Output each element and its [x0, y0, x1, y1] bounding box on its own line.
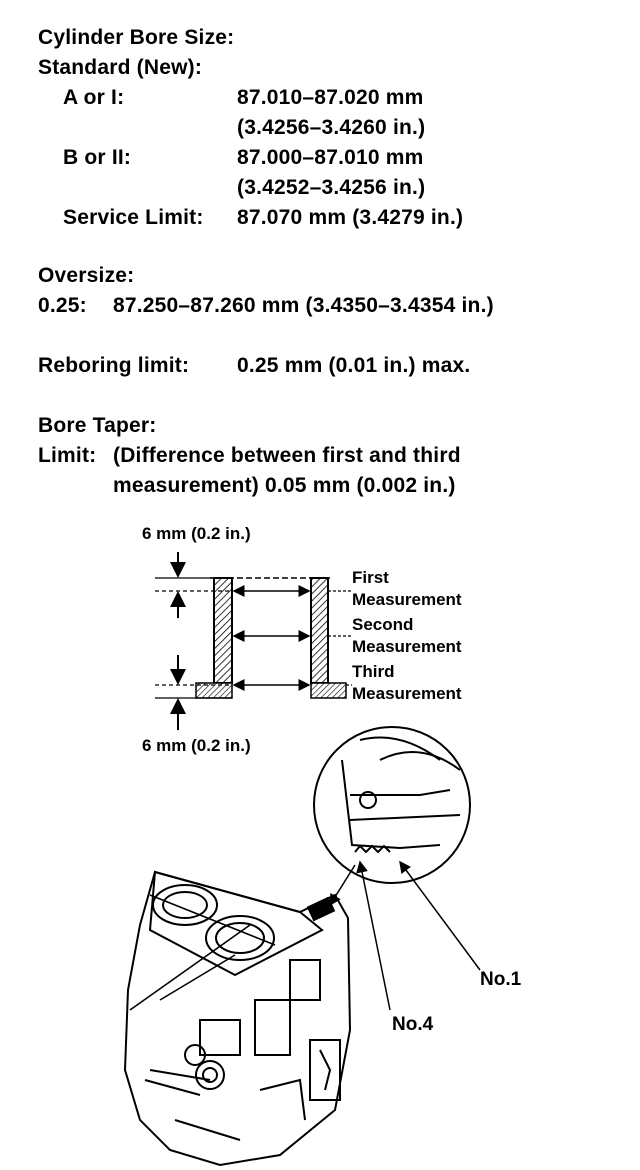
second-measurement-label-line1: Second [352, 615, 414, 634]
grade-a-value: 87.010–87.020 mm [237, 86, 424, 109]
magnified-detail-circle [314, 727, 480, 1010]
engine-block-illustration [125, 872, 350, 1165]
reboring-limit-value: 0.25 mm (0.01 in.) max. [237, 354, 471, 377]
bore-taper-text-line2: measurement) 0.05 mm (0.002 in.) [113, 474, 456, 497]
top-offset-dimension: 6 mm (0.2 in.) [142, 524, 251, 543]
third-measurement-label-line2: Measurement [352, 684, 462, 703]
grade-a-label: A or I: [63, 86, 125, 109]
callout-no1: No.1 [480, 969, 522, 990]
standard-label: Standard (New): [38, 56, 203, 79]
grade-a-value-in: (3.4256–3.4260 in.) [237, 116, 426, 139]
oversize-size: 0.25: [38, 294, 87, 317]
reboring-limit-label: Reboring limit: [38, 354, 190, 377]
measurement-arrows [234, 591, 352, 685]
bottom-offset-dimension: 6 mm (0.2 in.) [142, 736, 251, 755]
third-measurement-label-line1: Third [352, 662, 395, 681]
second-measurement-label-line2: Measurement [352, 637, 462, 656]
callout-no4: No.4 [392, 1014, 434, 1035]
bore-taper-limit-label: Limit: [38, 444, 97, 467]
grade-b-value: 87.000–87.010 mm [237, 146, 424, 169]
bore-taper-text-line1: (Difference between first and third [113, 444, 461, 467]
first-measurement-label-line1: First [352, 568, 389, 587]
service-limit-value: 87.070 mm (3.4279 in.) [237, 206, 464, 229]
bore-taper-title: Bore Taper: [38, 414, 157, 437]
cylinder-section [196, 578, 346, 698]
oversize-label: Oversize: [38, 264, 135, 287]
grade-b-label: B or II: [63, 146, 132, 169]
first-measurement-label-line2: Measurement [352, 590, 462, 609]
grade-b-value-in: (3.4252–3.4256 in.) [237, 176, 426, 199]
oversize-value: 87.250–87.260 mm (3.4350–3.4354 in.) [113, 294, 494, 317]
spec-title: Cylinder Bore Size: [38, 26, 235, 49]
service-limit-label: Service Limit: [63, 206, 204, 229]
